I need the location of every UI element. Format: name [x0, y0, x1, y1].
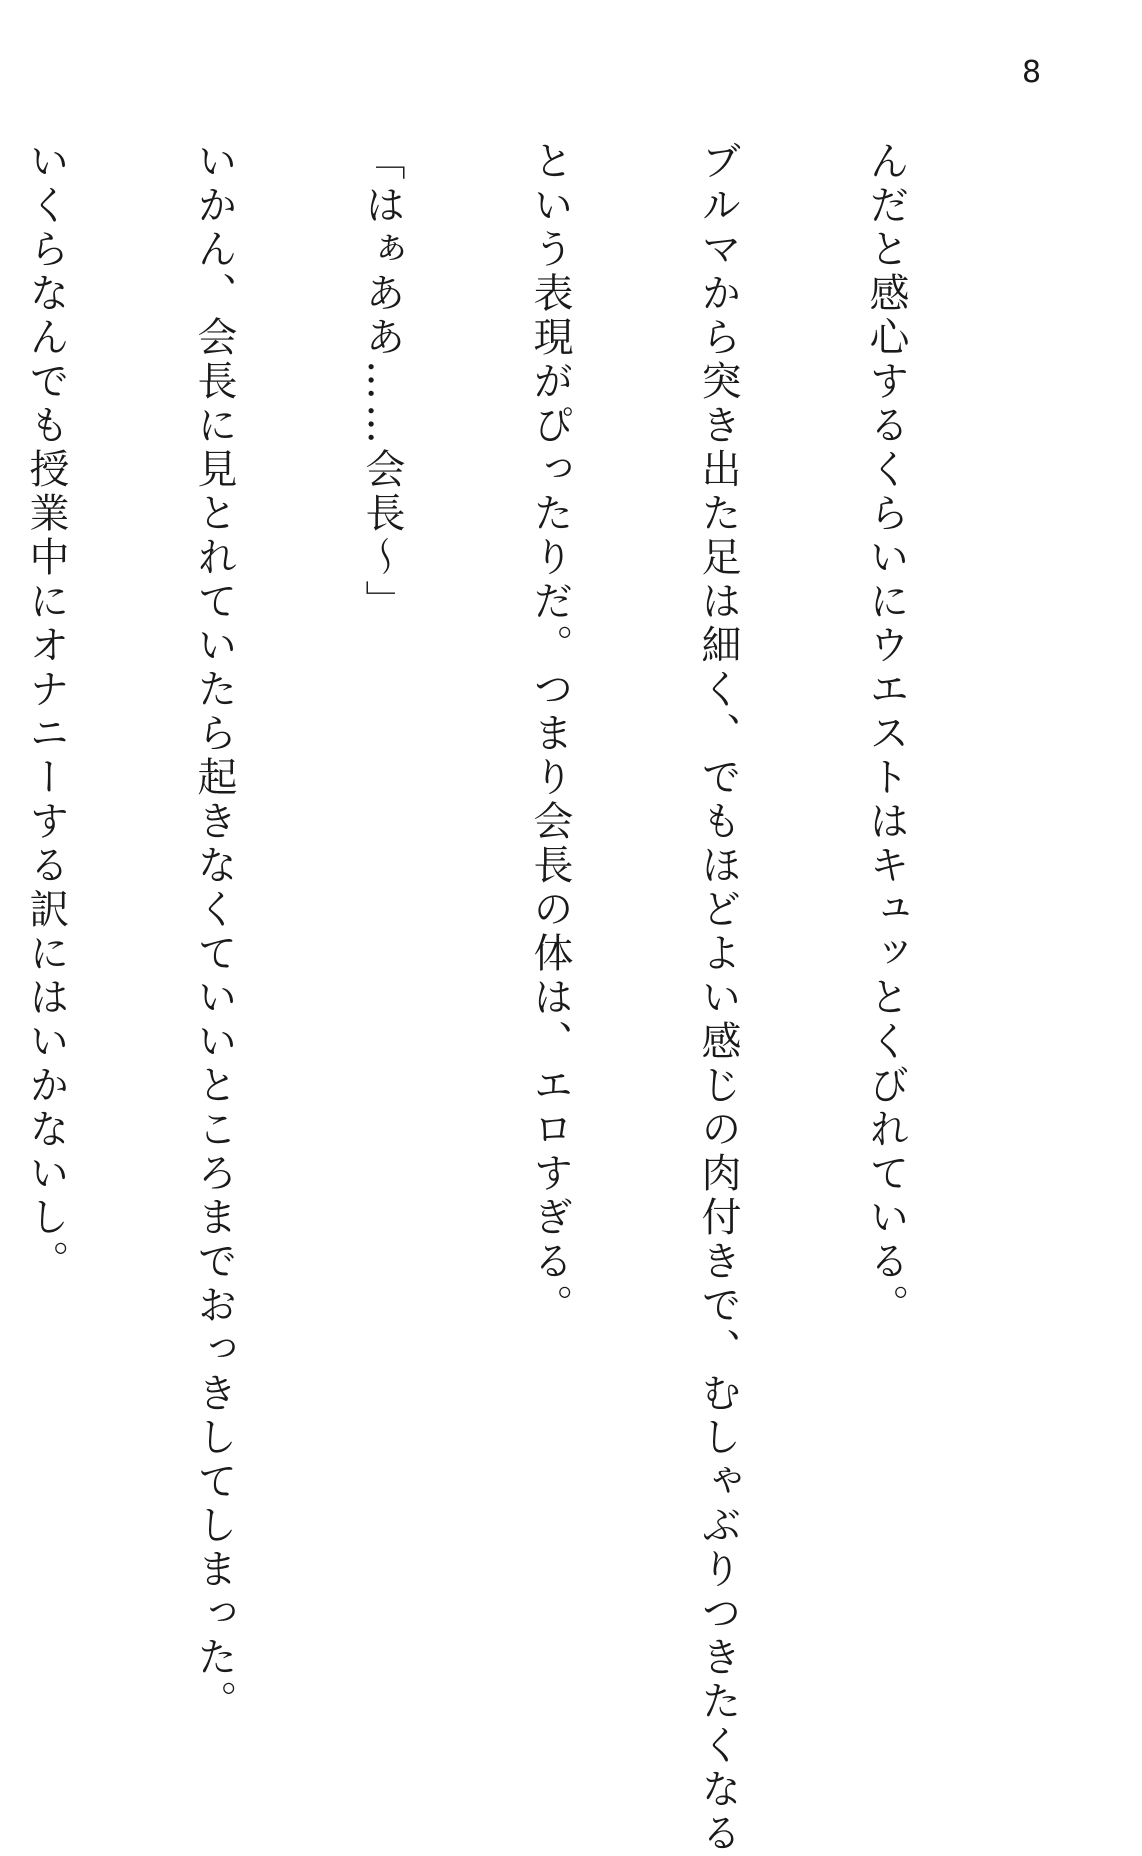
- text-line: いかん、会長に見とれていたら起きなくていいところまでおっきしてしまった。: [191, 140, 237, 1724]
- text-line: という表現がぴったりだ。つまり会長の体は、エロすぎる。: [527, 140, 573, 1328]
- text-line: ブルマから突き出た足は細く、でもほどよい感じの肉付きで、むしゃぶりつきたくなる: [695, 140, 741, 1856]
- text-line: いくらなんでも授業中にオナニーする訳にはいかないし。: [23, 140, 69, 1284]
- text-line: んだと感心するくらいにウエストはキュッとくびれている。: [863, 140, 909, 1328]
- page-number: 8: [1022, 55, 1042, 90]
- text-line: 「はぁああ……会長～」: [359, 140, 405, 624]
- novel-body-text: [0, 140, 1026, 1856]
